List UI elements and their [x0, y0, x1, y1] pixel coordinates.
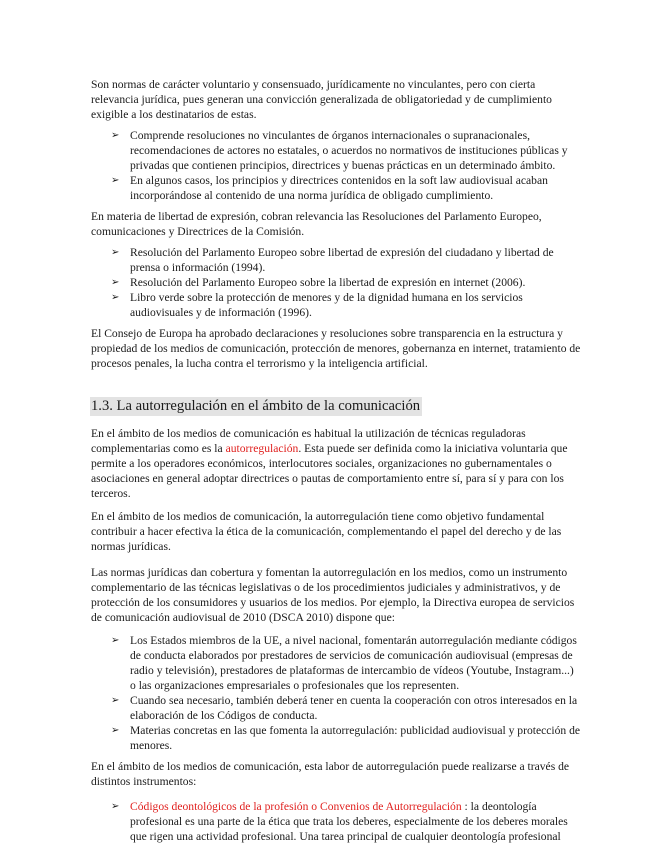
arrow-bullet-icon: ➢	[111, 292, 120, 303]
text-line: Comprende resoluciones no vinculantes de órganos internacionales o supranacionales,	[130, 129, 530, 142]
text-line: Resolución del Parlamento Europeo sobre libertad de expresión del ciudadano y libertad de	[130, 246, 554, 259]
text-line: normas jurídicas.	[91, 540, 171, 553]
text-line: asociaciones en general adoptar directrices o pautas de comportamiento entre sí, para sí y para con los	[91, 472, 564, 485]
paragraph	[91, 509, 561, 554]
text-line: exigible a los destinatarios de estas.	[91, 108, 257, 121]
text-line: Resolución del Parlamento Europeo sobre la libertad de expresión en internet (2006).	[130, 276, 526, 289]
bullet-item	[111, 633, 577, 693]
text-line: protección de los consumidores y usuarios de los medios. Por ejemplo, la Directiva europea de servicios	[91, 596, 575, 609]
arrow-bullet-icon: ➢	[111, 277, 120, 288]
text-line: Materias concretas en las que fomenta la autorregulación: publicidad audiovisual y protección de	[130, 724, 581, 737]
paragraph	[91, 759, 570, 789]
text-line: distintos instrumentos:	[91, 775, 197, 788]
text-line: profesional es una parte de la ética que trata los deberes, especialmente de los deberes morales	[130, 815, 568, 828]
text-line: prensa o información (1994).	[130, 261, 266, 274]
arrow-bullet-icon: ➢	[111, 695, 120, 706]
bullet-item	[111, 723, 581, 753]
text-line: Libro verde sobre la protección de menores y de la dignidad humana en los servicios	[130, 291, 523, 304]
text-line: procesos penales, la lucha contra el terrorismo y la inteligencia artificial.	[91, 357, 428, 370]
bullet-item	[111, 173, 560, 203]
arrow-bullet-icon: ➢	[111, 247, 120, 258]
arrow-bullet-icon: ➢	[111, 725, 120, 736]
paragraph	[91, 77, 561, 122]
text-line: de conducta elaborados por prestadores de servicios de comunicación audiovisual (empresas de	[130, 649, 573, 662]
text-line: o las organizaciones empresariales o profesionales que los representen.	[130, 679, 460, 692]
text-line: menores.	[130, 739, 173, 752]
text-line	[91, 441, 568, 456]
highlighted-term: autorregulación	[225, 442, 299, 455]
text-line: que rigen una actividad profesional. Una tarea principal de cualquier deontología profesional	[130, 830, 561, 843]
text-line: audiovisuales y de información (1996).	[130, 306, 312, 319]
arrow-bullet-icon: ➢	[111, 801, 120, 812]
text-line: En el ámbito de los medios de comunicación, la autorregulación tiene como objetivo fundamental	[91, 510, 545, 523]
bullet-item	[111, 128, 568, 173]
text-line: radio y televisión), prestadores de plataformas de intercambio de vídeos (Youtube, Instagram...)	[130, 664, 574, 677]
paragraph	[91, 326, 581, 371]
text-segment: . Esta puede ser definida como la iniciativa voluntaria que	[298, 442, 568, 455]
text-segment: complementarias como es la	[91, 442, 226, 455]
text-line: El Consejo de Europa ha aprobado declaraciones y resoluciones sobre transparencia en la estructura y	[91, 327, 563, 340]
text-line: relevancia jurídica, pues generan una convicción generalizada de obligatoriedad y de cumplimiento	[91, 93, 552, 106]
text-line: En el ámbito de los medios de comunicación, esta labor de autorregulación puede realizarse a través de	[91, 760, 570, 773]
bullet-item	[111, 799, 568, 844]
text-line: En materia de libertad de expresión, cobran relevancia las Resoluciones del Parlamento Europeo,	[91, 210, 542, 223]
text-line: En algunos casos, los principios y directrices contenidos en la soft law audiovisual acaban	[130, 174, 548, 187]
text-line: recomendaciones de actores no estatales, o acuerdos no normativos de instituciones públicas y	[130, 144, 568, 157]
text-line: Son normas de carácter voluntario y consensuado, jurídicamente no vinculantes, pero con cierta	[91, 78, 536, 91]
text-line: contribuir a hacer efectiva la ética de la comunicación, complementando el papel del derecho y de las	[91, 525, 562, 538]
bullet-item	[111, 275, 560, 290]
text-line: En el ámbito de los medios de comunicación es habitual la utilización de técnicas reguladoras	[91, 427, 526, 440]
text-line: elaboración de los Códigos de conducta.	[130, 709, 318, 722]
text-line: de comunicación audiovisual de 2010 (DSCA 2010) dispone que:	[91, 611, 395, 624]
text-line: Cuando sea necesario, también deberá tener en cuenta la cooperación con otros interesados en la	[130, 694, 578, 707]
section-heading: 1.3. La autorregulación en el ámbito de la comunicación	[91, 398, 421, 414]
arrow-bullet-icon: ➢	[111, 175, 120, 186]
text-line: propiedad de los medios de comunicación, protección de menores, gobernanza en internet, tratamiento de	[91, 342, 581, 355]
text-line: comunicaciones y Directrices de la Comisión.	[91, 225, 305, 238]
paragraph	[91, 565, 575, 625]
paragraph	[91, 426, 568, 501]
arrow-bullet-icon: ➢	[111, 130, 120, 141]
text-line: Las normas jurídicas dan cobertura y fomentan la autorregulación en los medios, como un instrumento	[91, 566, 568, 579]
text-line: complementario de las técnicas legislativas o de los procedimientos judiciales y administrativos, y de	[91, 581, 561, 594]
bullet-item	[111, 290, 560, 320]
arrow-bullet-icon: ➢	[111, 635, 120, 646]
text-line: incorporándose al contenido de una norma jurídica de obligado cumplimiento.	[130, 189, 494, 202]
text-line: privadas que contienen principios, directrices y buenas prácticas en un determinado ámbito.	[130, 159, 556, 172]
bullet-item	[111, 693, 578, 723]
highlighted-term: Códigos deontológicos de la profesión o Convenios de Autorregulación	[130, 800, 462, 813]
bullet-item	[111, 245, 560, 275]
text-line: Los Estados miembros de la UE, a nivel nacional, fomentarán autorregulación mediante códigos	[130, 634, 577, 647]
text-line	[130, 799, 560, 814]
paragraph	[91, 209, 561, 239]
text-line: terceros.	[91, 487, 131, 500]
text-line: permite a los operadores económicos, interlocutores sociales, organizaciones no gubernamentales o	[91, 457, 552, 470]
text-segment: : la deontología	[461, 800, 537, 813]
